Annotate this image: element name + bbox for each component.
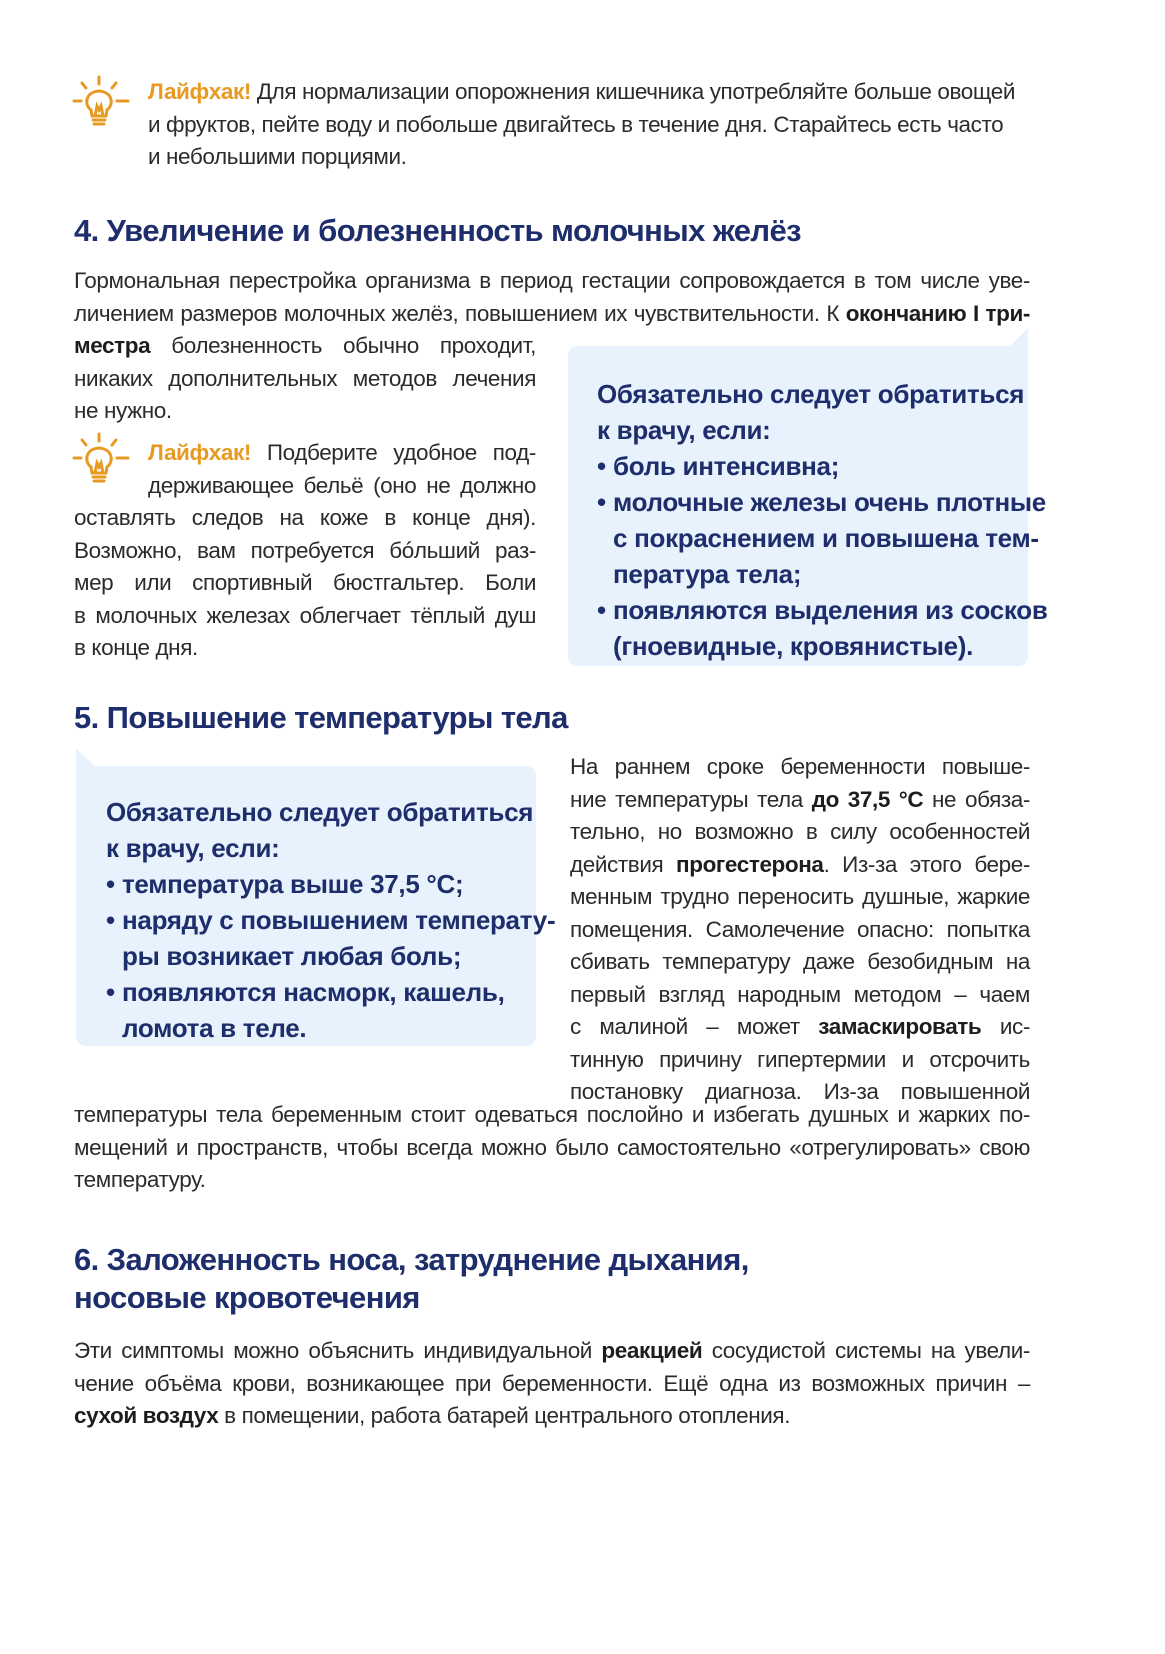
lifehack-label: Лайфхак! [148, 440, 251, 465]
callout-see-doctor-fever: Обязательно следует обратиться к врачу, если: • температура выше 37,5 °С; • наряду с повышением температу- ры возникает любая боль; • появляются насморк, кашель, ломота в теле. [76, 766, 536, 1046]
callout-item: • температура выше 37,5 °С; [106, 866, 526, 902]
section-5-title: 5. Повышение температуры тела [74, 700, 568, 735]
section-4-title: 4. Увеличение и болезненность молочных желёз [74, 213, 801, 248]
callout-item: • молочные железы очень плотные с покраснением и повышена тем- пература тела; [597, 484, 1017, 592]
callout-see-doctor-breasts: Обязательно следует обратиться к врачу, если: • боль интенсивна; • молочные железы очень плотные с покраснением и повышена тем- пература тела; • появляются выделения из сосков (гноевидные, кровянистые). [568, 346, 1028, 666]
lightbulb-icon [72, 430, 132, 490]
section-4-intro-cont: местра болезненность обычно проходит, никаких дополнительных методов лечения не нужно. [74, 333, 536, 423]
section-6-title: 6. Заложенность носа, затруднение дыхания, носовые кровотечения [74, 1242, 749, 1315]
lifehack-tip-bra: Лайфхак! Подберите удобное под- держивающее бельё (оно не должно [148, 440, 536, 498]
lightbulb-icon [72, 73, 132, 133]
callout-item: • появляются насморк, кашель, ломота в теле. [106, 974, 526, 1046]
section-4-intro: Гормональная перестройка организма в период гестации сопровождается в том числе уве- личением размеров молочных желёз, повышением их чувствительности. К окончанию I три- [74, 268, 1031, 326]
section-5-text-right: На раннем сроке беременности повыше- ние температуры тела до 37,5 °С не обяза- тельно, но возможно в силу особенностей действия прогестерона. Из-за этого бере- менным трудно переносить душные, жаркие помещения. Самолечение опасно: попытка сбивать температуру даже безобидным на первый взгляд народным методом – чаем с малиной – может замаскировать ис- тинную причину гипертермии и отсрочить постановку диагноза. Из-за повышенной [570, 754, 1030, 1104]
callout-item: • боль интенсивна; [597, 448, 1017, 484]
lifehack-tip-bowel: Лайфхак! Для нормализации опорожнения кишечника употребляйте больше овощей и фруктов, пейте воду и побольше двигайтесь в течение дня. Старайтесь есть часто и небольшими порциями. [148, 79, 1016, 169]
callout-item: • наряду с повышением температу- ры возникает любая боль; [106, 902, 526, 974]
section-6-text: Эти симптомы можно объяснить индивидуальной реакцией сосудистой системы на увели- чение объёма крови, возникающее при беременности. Ещё одна из возможных причин – сухой воздух в помещении, работа батарей центрального отопления. [74, 1338, 1030, 1428]
section-5-text-bottom: температуры тела беременным стоит одеваться послойно и избегать душных и жарких по- мещений и пространств, чтобы всегда можно было самостоятельно «отрегулировать» свою температуру. [74, 1102, 1030, 1192]
lifehack-label: Лайфхак! [148, 79, 251, 104]
callout-item: • появляются выделения из сосков (гноевидные, кровянистые). [597, 592, 1017, 664]
lifehack-tip-bra-cont: оставлять следов на коже в конце дня). Возможно, вам потребуется бóльший раз- мер или спортивный бюстгальтер. Боли в молочных железах облегчает тёплый душ в конце дня. [74, 505, 536, 660]
